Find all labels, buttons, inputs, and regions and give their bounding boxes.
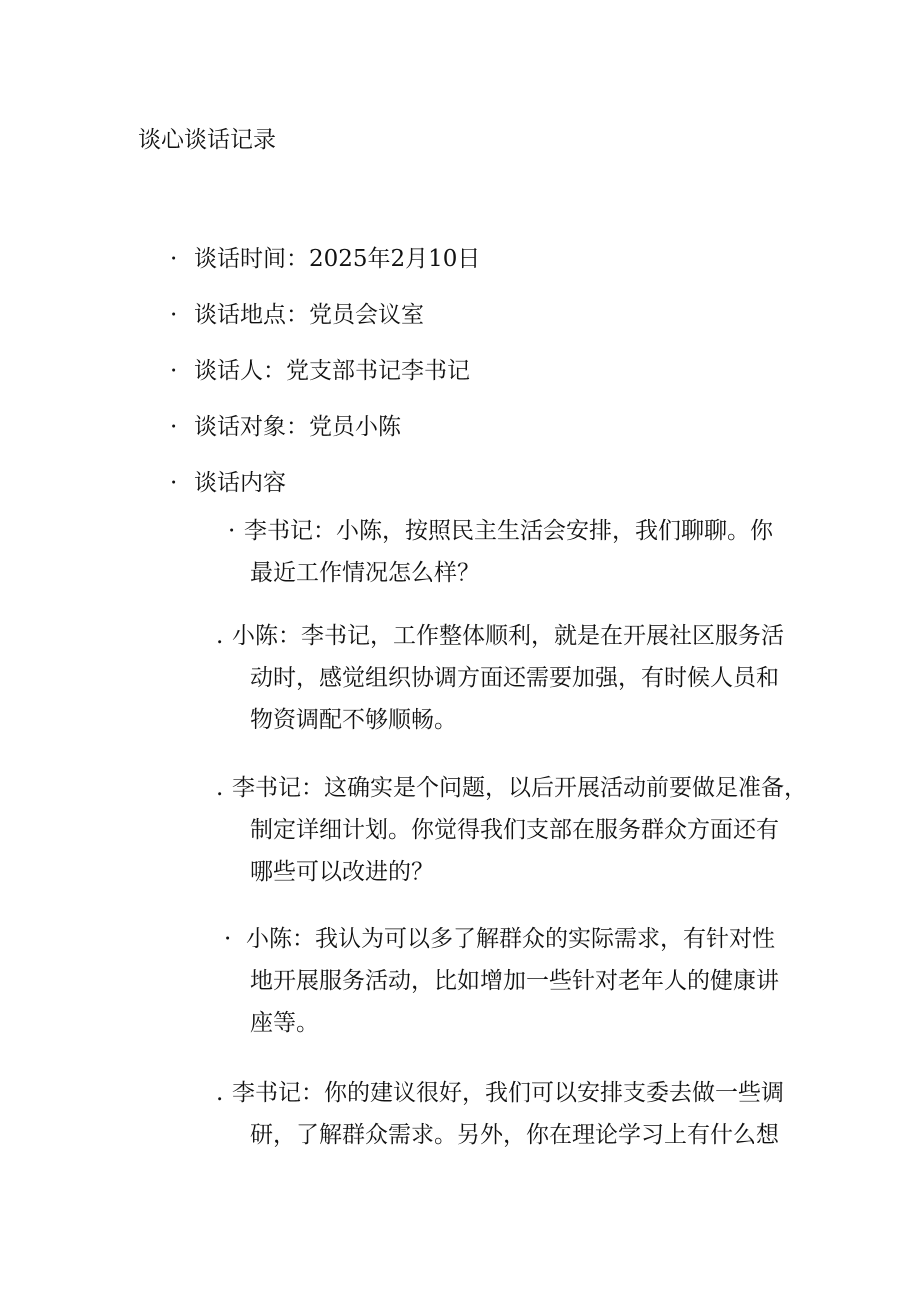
dialogue-line: 地开展服务活动，比如增加一些针对老年人的健康讲 [250,968,779,994]
bullet-marker: · [170,246,178,272]
meta-text: 谈话人：党支部书记李书记 [194,358,470,384]
bullet-marker: · [228,518,236,544]
dialogue-line: 制定详细计划。你觉得我们支部在服务群众方面还有 [250,817,779,843]
dialogue-text: 小陈：我认为可以多了解群众的实际需求，有针对性 [246,926,775,952]
bullet-marker: . [216,623,224,649]
dialogue-line [224,918,779,960]
meta-item-subject [170,411,401,443]
dialogue-line [216,615,784,657]
meta-item-time [170,243,480,275]
dialogue-text: 李书记：你的建议很好，我们可以安排支委去做一些调 [232,1080,784,1106]
bullet-marker: . [216,1080,224,1106]
dialogue-line [216,767,807,809]
bullet-marker: · [170,414,178,440]
dialogue-entry [216,615,784,741]
bullet-marker: · [170,358,178,384]
dialogue-line [228,510,773,552]
dialogue-entry [216,1072,784,1156]
dialogue-entry [216,767,807,893]
meta-item-speaker [170,355,470,387]
bullet-marker: . [216,775,224,801]
meta-text: 谈话地点：党员会议室 [194,302,424,328]
meta-item-content-heading [170,467,286,499]
dialogue-line [216,1072,784,1114]
dialogue-line: 动时，感觉组织协调方面还需要加强，有时候人员和 [250,665,779,691]
meta-text: 谈话时间：2025年2月10日 [194,246,481,272]
dialogue-line: 物资调配不够顺畅。 [250,707,457,733]
bullet-marker: · [170,470,178,496]
dialogue-text: 李书记：这确实是个问题，以后开展活动前要做足准备， [232,775,807,801]
meta-item-location [170,299,424,331]
meta-text: 谈话对象：党员小陈 [194,414,401,440]
dialogue-entry [228,510,773,594]
dialogue-line: 哪些可以改进的？ [250,859,434,885]
dialogue-line: 最近工作情况怎么样？ [250,560,480,586]
dialogue-entry [224,918,779,1044]
dialogue-line: 研，了解群众需求。另外，你在理论学习上有什么想 [250,1122,779,1148]
meta-text: 谈话内容 [194,470,286,496]
document-title: 谈心谈话记录 [138,127,276,153]
bullet-marker: · [224,926,232,952]
dialogue-text: 小陈：李书记，工作整体顺利，就是在开展社区服务活 [232,623,784,649]
dialogue-line: 座等。 [250,1010,319,1036]
dialogue-text: 李书记：小陈，按照民主生活会安排，我们聊聊。你 [244,518,773,544]
bullet-marker: · [170,302,178,328]
